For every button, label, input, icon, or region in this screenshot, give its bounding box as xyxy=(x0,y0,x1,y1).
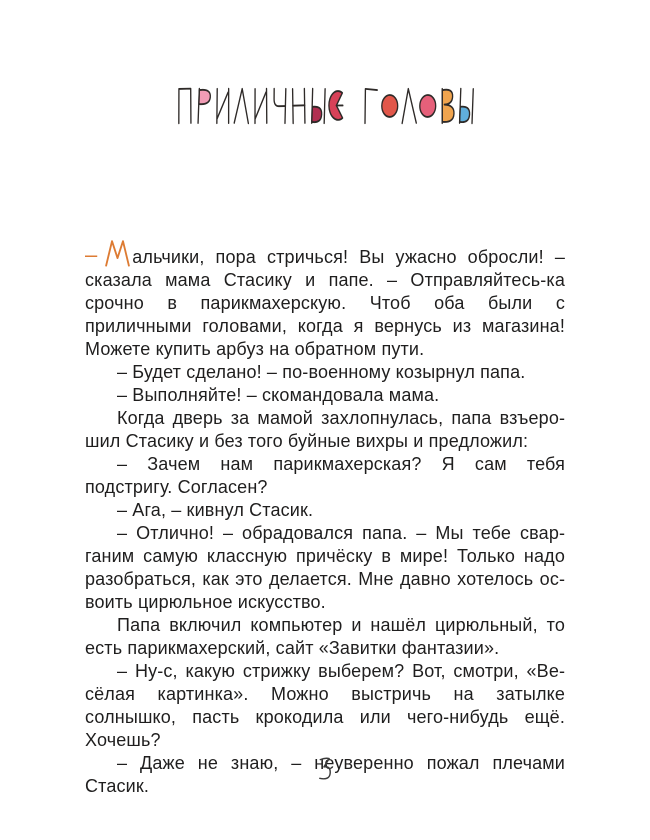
title-letter-ы xyxy=(309,86,327,125)
title-letter-и xyxy=(252,86,270,125)
title-letter-ы xyxy=(456,86,475,125)
dropcap-letter-m xyxy=(104,238,131,268)
page-number-glyph xyxy=(317,756,334,783)
title-letter-о xyxy=(418,86,436,125)
title-letter-ч xyxy=(271,86,289,125)
title-letter-в xyxy=(437,86,455,125)
title-letter-п xyxy=(175,86,194,125)
title-letter-о xyxy=(380,86,398,125)
title-letter-г xyxy=(361,86,379,125)
title-wordspace xyxy=(347,124,360,125)
dropcap-m-glyph xyxy=(104,238,131,268)
paragraph: – Выполняйте! – скомандовала мама. xyxy=(117,385,440,405)
paragraph-lead xyxy=(85,243,565,361)
title-letter-е xyxy=(328,86,346,125)
paragraph: – Ну-с, какую стрижку выберем? Вот, смотри, «Весёлая картинка». Можно выстричь на затылке солнышко, пасть крокодила или чего-нибудь ещё. Хочешь? xyxy=(85,661,565,750)
title-letter-р xyxy=(195,86,213,125)
paragraph: – Будет сделано! – по-военному козырнул папа. xyxy=(117,362,526,382)
title-letter-л xyxy=(232,86,251,125)
paragraph: – Зачем нам парикмахерская? Я сам тебя подстригу. Согласен? xyxy=(85,454,565,497)
paragraphs-container xyxy=(85,361,565,798)
title-letter-и xyxy=(214,86,232,125)
paragraph: – Ага, – кивнул Стасик. xyxy=(117,500,314,520)
paragraph: Папа включил компьютер и нашёл цирюльный, то есть парикмахерский, сайт «Завитки фантазии». xyxy=(85,615,565,658)
chapter-title xyxy=(0,86,650,125)
paragraph: Когда дверь за мамой захлопнулась, папа взъерошил Стасику и без того буйные вихры и предложил: xyxy=(85,408,565,451)
title-letter-л xyxy=(399,86,418,125)
story-text xyxy=(85,243,565,798)
paragraph: – Даже не знаю, – неуверенно пожал плечами Стасик. xyxy=(85,753,565,796)
lead-dash: – xyxy=(85,242,98,267)
page-number xyxy=(0,756,650,783)
title-letter-н xyxy=(289,86,308,125)
lead-text: альчики, пора стричься! Вы ужасно обросли! – сказала мама Стасику и папе. – Отправляйтесь-ка срочно в парикмахерскую. Чтоб оба были с приличными головами, когда я вернусь из магазина! Можете купить арбуз на обратном пути. xyxy=(85,247,565,359)
paragraph: – Отлично! – обрадовался папа. – Мы тебе сварганим самую классную причёску в мире! Только надо разобраться, как это делается. Мне давно хотелось освоить цирюльное искусство. xyxy=(85,523,565,612)
